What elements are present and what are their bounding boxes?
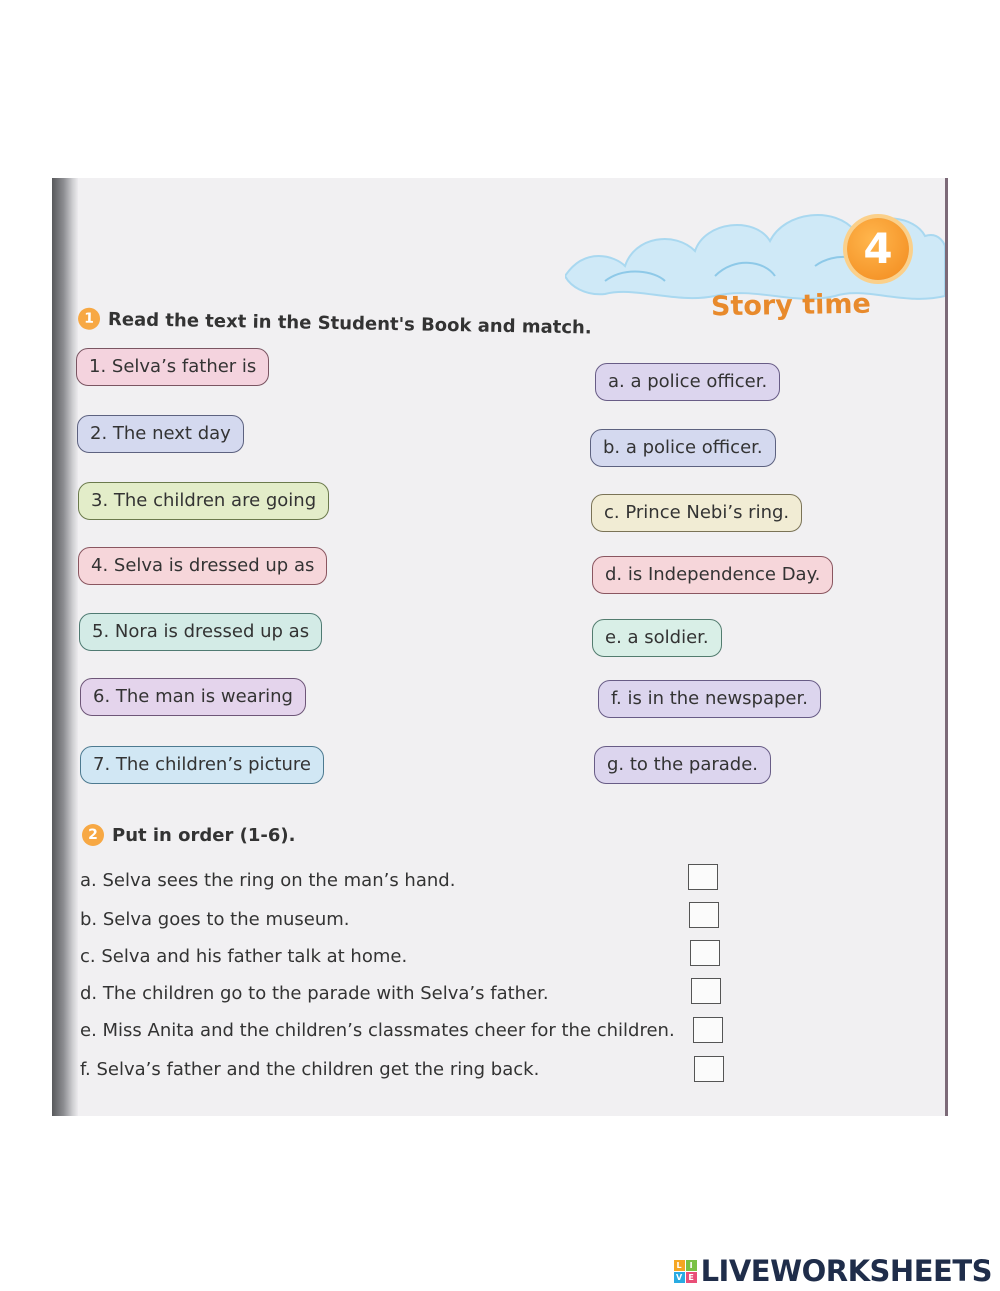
order-box-f[interactable] <box>694 1056 724 1082</box>
exercise2-heading <box>82 824 295 846</box>
match-right-a: a. a police officer. <box>595 363 780 401</box>
exercise2-number: 2 <box>82 824 104 846</box>
match-left-7: 7. The children’s picture <box>80 746 324 784</box>
match-right-d: d. is Independence Day. <box>592 556 833 594</box>
unit-number-badge: 4 <box>847 218 909 280</box>
exercise1-instruction: Read the text in the Student's Book and match. <box>107 308 592 338</box>
match-left-3: 3. The children are going <box>78 482 329 520</box>
order-box-a[interactable] <box>688 864 718 890</box>
book-spine-shadow <box>52 178 78 1116</box>
match-right-g: g. to the parade. <box>594 746 771 784</box>
match-right-b: b. a police officer. <box>590 429 776 467</box>
order-box-c[interactable] <box>690 940 720 966</box>
exercise1-number: 1 <box>78 308 100 330</box>
order-box-d[interactable] <box>691 978 721 1004</box>
order-box-b[interactable] <box>689 902 719 928</box>
order-item-a: a. Selva sees the ring on the man’s hand. <box>80 870 456 891</box>
match-left-4: 4. Selva is dressed up as <box>78 547 327 585</box>
match-left-5: 5. Nora is dressed up as <box>79 613 322 651</box>
match-right-f: f. is in the newspaper. <box>598 680 821 718</box>
brand-name: LIVEWORKSHEETS <box>700 1254 992 1288</box>
order-item-e: e. Miss Anita and the children’s classmates cheer for the children. <box>80 1020 675 1041</box>
exercise2-instruction: Put in order (1-6). <box>112 824 296 846</box>
worksheet-page <box>52 178 948 1116</box>
order-item-f: f. Selva’s father and the children get the ring back. <box>80 1059 540 1080</box>
unit-title: Story time <box>710 288 872 323</box>
match-left-1: 1. Selva’s father is <box>76 348 269 386</box>
order-box-e[interactable] <box>693 1017 723 1043</box>
liveworksheets-brand <box>674 1254 992 1288</box>
match-right-e: e. a soldier. <box>592 619 722 657</box>
match-left-2: 2. The next day <box>77 415 244 453</box>
liveworksheets-logo-icon: L I V E <box>674 1260 697 1283</box>
order-item-d: d. The children go to the parade with Selva’s father. <box>80 983 549 1004</box>
order-item-b: b. Selva goes to the museum. <box>80 909 350 930</box>
exercise1-heading <box>78 308 592 339</box>
match-right-c: c. Prince Nebi’s ring. <box>591 494 802 532</box>
match-left-6: 6. The man is wearing <box>80 678 306 716</box>
order-item-c: c. Selva and his father talk at home. <box>80 946 408 967</box>
